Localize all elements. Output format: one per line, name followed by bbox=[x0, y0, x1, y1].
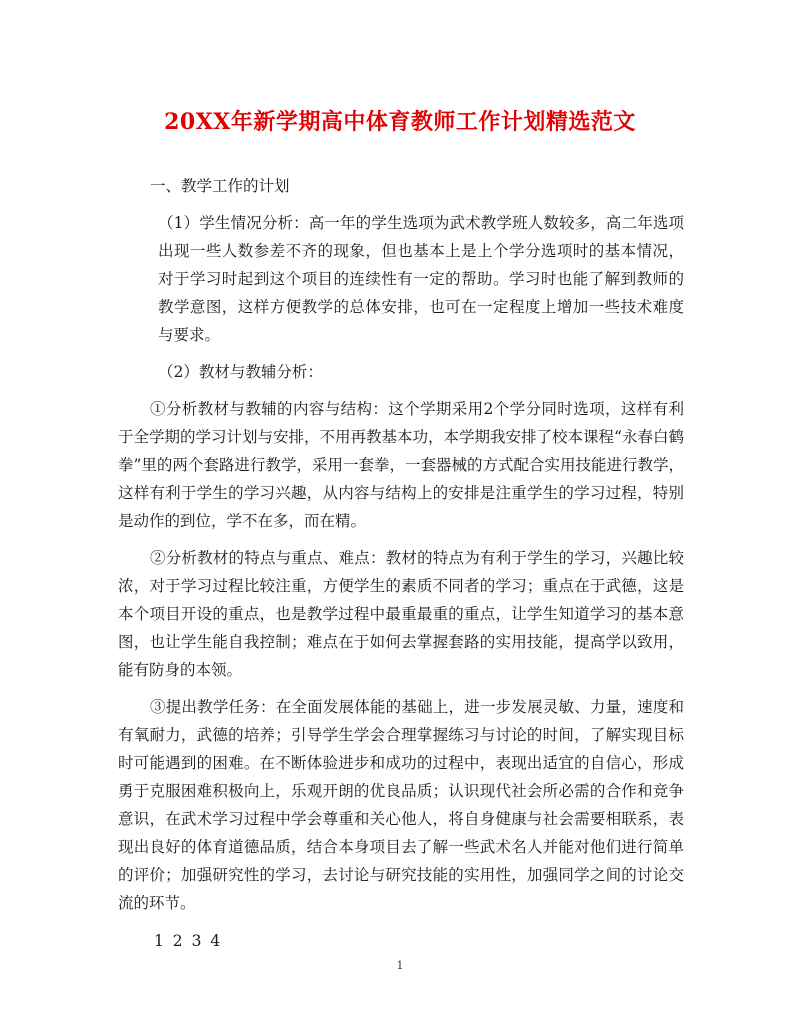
paragraph-teaching-tasks: ③提出教学任务：在全面发展体能的基础上，进一步发展灵敏、力量，速度和有氧耐力，武德的培养；引导学生学会合理掌握练习与讨论的时间，了解实现目标时可能遇到的困难。在不断体验进步和成功的过程中，表现出适宜的自信心，形成勇于克服困难积极向上，乐观开朗的优良品质；认识现代社会所必需的合作和竞争意识，在武术学习过程中学会尊重和关心他人，将自身健康与社会需要相联系，表现出良好的体育道德品质，结合本身项目去了解一些武术名人并能对他们进行简单的评价；加强研究性的学习，去讨论与研究技能的实用性，加强同学之间的讨论交流的环节。 bbox=[118, 698, 684, 912]
page-links-line: 1 2 3 4 bbox=[154, 932, 221, 950]
document-title: 20XX年新学期高中体育教师工作计划精选范文 bbox=[164, 109, 636, 135]
document-body bbox=[118, 172, 684, 955]
paragraph-student-analysis: （1）学生情况分析：高一年的学生选项为武术教学班人数较多，高二年选项出现一些人数参差不齐的现象，但也基本上是上个学分选项时的基本情况，对于学习时起到这个项目的连续性有一定的帮助。学习时也能了解到教师的教学意图，这样方便教学的总体安排，也可在一定程度上增加一些技术难度与要求。 bbox=[158, 214, 684, 344]
section-heading: 一、教学工作的计划 bbox=[150, 177, 290, 195]
paragraph-content-structure: ①分析教材与教辅的内容与结构：这个学期采用2个学分同时选项，这样有利于全学期的学习计划与安排，不用再教基本功，本学期我安排了校本课程“永春白鹤拳”里的两个套路进行教学，采用一套拳，一套器械的方式配合实用技能进行教学，这样有利于学生的学习兴趣，从内容与结构上的安排是注重学生的学习过程，特别是动作的到位，学不在多，而在精。 bbox=[118, 400, 684, 530]
paragraph-features-focus: ②分析教材的特点与重点、难点：教材的特点为有利于学生的学习，兴趣比较浓，对于学习过程比较注重，方便学生的素质不同者的学习；重点在于武德，这是本个项目开设的重点，也是教学过程中最重最重的重点，让学生知道学习的基本意图，也让学生能自我控制；难点在于如何去掌握套路的实用技能，提高学以致用，能有防身的本领。 bbox=[118, 549, 684, 679]
subheading-materials: （2）教材与教辅分析： bbox=[158, 363, 323, 381]
page-number: 1 bbox=[396, 959, 404, 972]
